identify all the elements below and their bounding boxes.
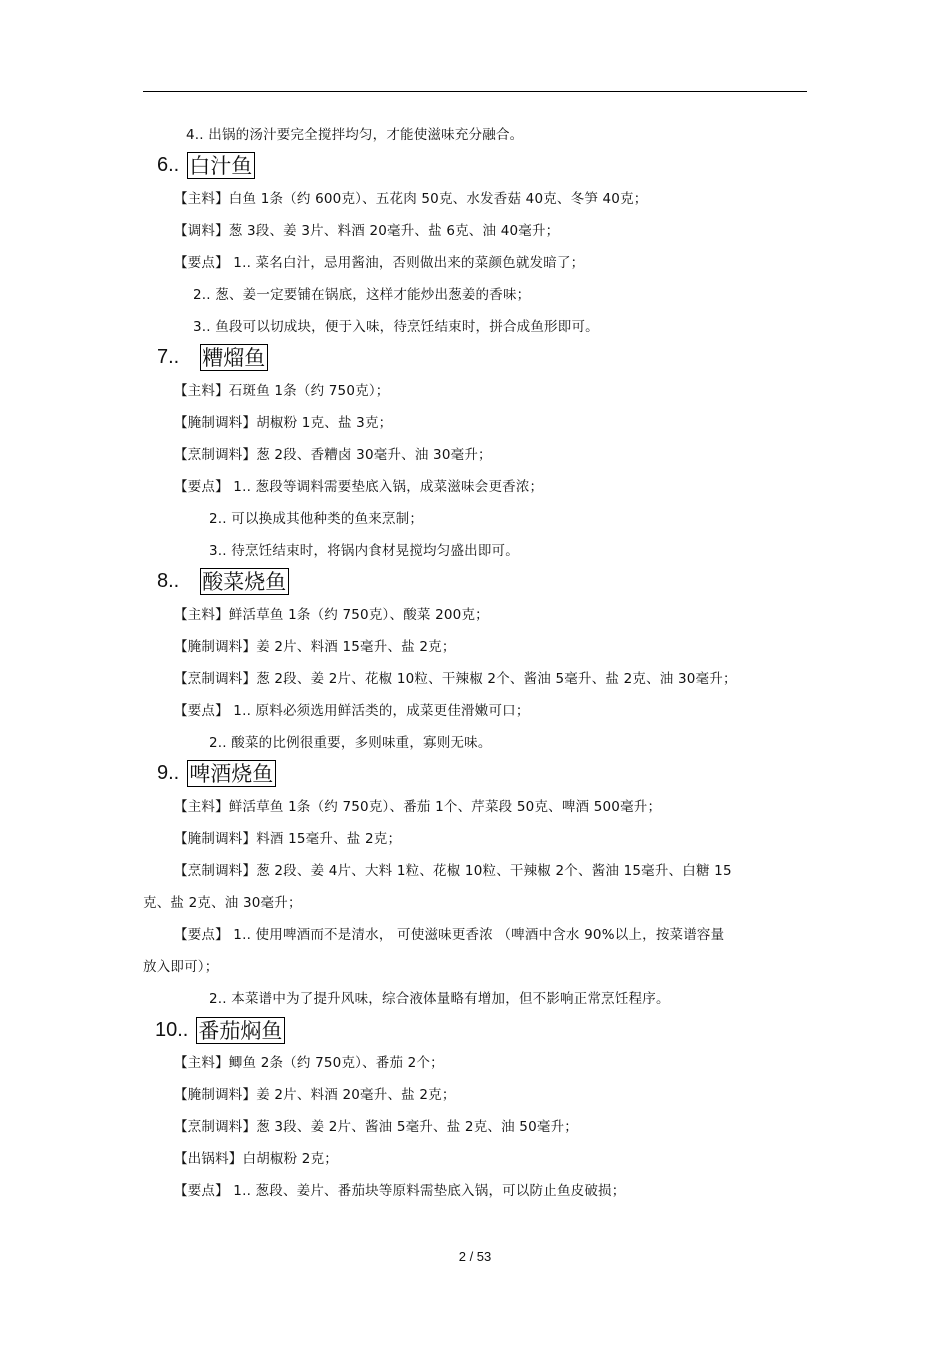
recipe-line: 【要点】 1.. 葱段、姜片、番茄块等原料需垫底入锅，可以防止鱼皮破损；	[174, 1183, 626, 1199]
recipe-title: 酸菜烧鱼	[200, 568, 289, 595]
page-number: 2 / 53	[458, 1249, 492, 1264]
recipe-heading	[157, 151, 255, 179]
recipe-number: 9..	[157, 761, 180, 784]
recipe-line: 2.. 本菜谱中为了提升风味，综合液体量略有增加，但不影响正常烹饪程序。	[209, 991, 670, 1007]
recipe-heading	[155, 1016, 285, 1044]
recipe-line: 【腌制调料】料酒 15毫升、盐 2克；	[174, 831, 402, 847]
recipe-line: 2.. 可以换成其他种类的鱼来烹制；	[209, 511, 424, 527]
recipe-line: 【腌制调料】姜 2片、料酒 20毫升、盐 2克；	[174, 1087, 456, 1103]
header-rule	[143, 91, 807, 92]
recipe-line: 【主料】鲜活草鱼 1条（约 750克）、酸菜 200克；	[174, 607, 489, 623]
recipe-line: 【要点】 1.. 葱段等调料需要垫底入锅，成菜滋味会更香浓；	[174, 479, 544, 495]
recipe-line: 【腌制调料】姜 2片、料酒 15毫升、盐 2克；	[174, 639, 456, 655]
recipe-line: 【烹制调料】葱 2段、姜 4片、大料 1粒、花椒 10粒、干辣椒 2个、酱油 15毫升、白糖 15	[174, 863, 732, 879]
recipe-line: 【要点】 1.. 使用啤酒而不是清水， 可使滋味更香浓 （啤酒中含水 90%以上，按菜谱容量	[174, 927, 725, 943]
recipe-line: 3.. 鱼段可以切成块，便于入味，待烹饪结束时，拼合成鱼形即可。	[193, 319, 599, 335]
recipe-title: 白汁鱼	[187, 152, 255, 179]
recipe-line: 2.. 酸菜的比例很重要，多则味重，寡则无味。	[209, 735, 492, 751]
recipe-line: 【要点】 1.. 原料必须选用鲜活类的，成菜更佳滑嫩可口；	[174, 703, 530, 719]
recipe-title: 啤酒烧鱼	[187, 760, 276, 787]
recipe-line: 【主料】鲜活草鱼 1条（约 750克）、番茄 1个、芹菜段 50克、啤酒 500毫升；	[174, 799, 662, 815]
recipe-line: 【出锅料】白胡椒粉 2克；	[174, 1151, 338, 1167]
recipe-line: 【主料】鲫鱼 2条（约 750克）、番茄 2个；	[174, 1055, 444, 1071]
recipe-heading	[157, 759, 276, 787]
recipe-line: 【主料】白鱼 1条（约 600克）、五花肉 50克、水发香菇 40克、冬笋 40克；	[174, 191, 648, 207]
intro-tip: 4.. 出锅的汤汁要完全搅拌均匀，才能使滋味充分融合。	[186, 127, 524, 143]
recipe-line: 克、盐 2克、油 30毫升；	[143, 895, 302, 911]
recipe-heading	[157, 343, 268, 371]
recipe-line: 【要点】 1.. 菜名白汁，忌用酱油，否则做出来的菜颜色就发暗了；	[174, 255, 585, 271]
recipe-line: 【调料】葱 3段、姜 3片、料酒 20毫升、盐 6克、油 40毫升；	[174, 223, 560, 239]
recipe-number: 10..	[155, 1018, 189, 1041]
recipe-line: 【烹制调料】葱 2段、香糟卤 30毫升、油 30毫升；	[174, 447, 492, 463]
recipe-heading	[157, 567, 289, 595]
recipe-line: 2.. 葱、姜一定要铺在锅底，这样才能炒出葱姜的香味；	[193, 287, 531, 303]
recipe-line: 【烹制调料】葱 3段、姜 2片、酱油 5毫升、盐 2克、油 50毫升；	[174, 1119, 578, 1135]
recipe-line: 3.. 待烹饪结束时，将锅内食材晃搅均匀盛出即可。	[209, 543, 519, 559]
recipe-line: 【腌制调料】胡椒粉 1克、盐 3克；	[174, 415, 393, 431]
recipe-line: 【主料】石斑鱼 1条（约 750克）；	[174, 383, 390, 399]
recipe-title: 番茄焖鱼	[196, 1017, 285, 1044]
recipe-number: 7..	[157, 345, 180, 368]
recipe-line: 【烹制调料】葱 2段、姜 2片、花椒 10粒、干辣椒 2个、酱油 5毫升、盐 2克、油 30毫升；	[174, 671, 737, 687]
recipe-title: 糟熘鱼	[200, 344, 268, 371]
recipe-number: 6..	[157, 153, 180, 176]
recipe-line: 放入即可）；	[143, 959, 219, 975]
recipe-number: 8..	[157, 569, 180, 592]
